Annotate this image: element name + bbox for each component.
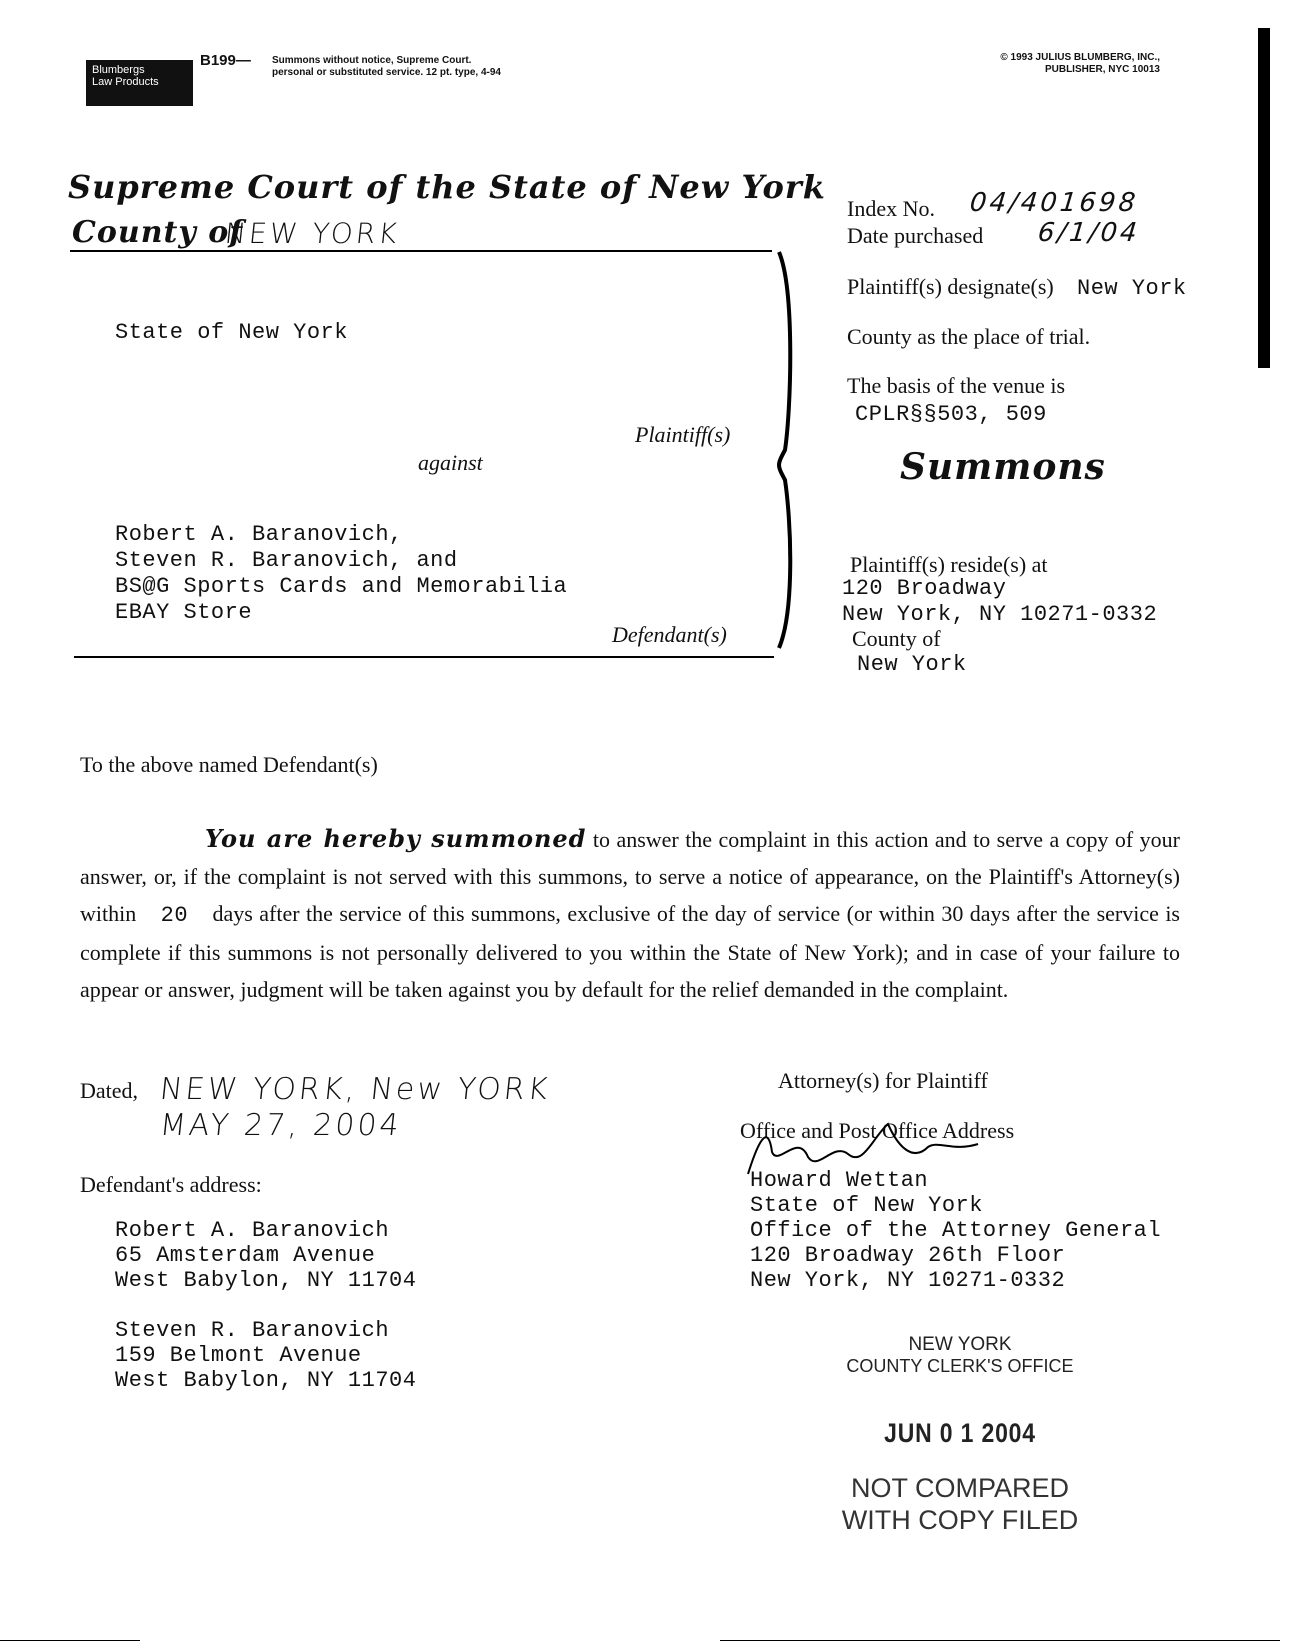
margin-bar	[1258, 28, 1270, 368]
blumbergs-logo	[86, 60, 193, 106]
stamp-line4: WITH COPY FILED	[841, 1505, 1079, 1535]
reside-label: Plaintiff(s) reside(s) at	[850, 552, 1048, 577]
plaintiff-name: State of New York	[115, 320, 348, 345]
date-purchased-value: 6/1/04	[1036, 218, 1142, 248]
venue-label: The basis of the venue is	[847, 373, 1066, 398]
county-label: County of	[72, 215, 244, 250]
summons-title: Summons	[900, 446, 1106, 488]
caption-bracket	[775, 250, 805, 650]
defendants-address-label: Defendant's address:	[80, 1172, 262, 1197]
venue-value: CPLR§§503, 509	[855, 402, 1047, 427]
against-label: against	[418, 450, 483, 475]
days-value: 20	[160, 903, 189, 928]
logo-line2: Law Products	[92, 76, 159, 88]
dated-place: NEW YORK, New YORK	[158, 1072, 553, 1107]
defendant-role: Defendant(s)	[612, 622, 727, 647]
not-compared-stamp	[760, 1472, 1160, 1536]
dated-label: Dated,	[80, 1078, 139, 1103]
defendant-address-1: Robert A. Baranovich 65 Amsterdam Avenue West Babylon, NY 11704	[115, 1218, 417, 1293]
body-text-2: days after the service of this summons, exclusive of the day of service (or within 30 days after the service is complete if this summons is not personally delivered to you within the State of New York); and in case of your failure to appear or answer, judgment will be taken against you by default for the relief demanded in the complaint.	[80, 901, 1180, 1002]
caption-bottom-rule	[74, 656, 774, 658]
index-value: 04/401698	[968, 188, 1140, 218]
reside-address: 120 Broadway New York, NY 10271-0332	[842, 576, 1158, 627]
attorney-address-block: Howard Wettan State of New York Office of the Attorney General 120 Broadway 26th Floor New York, NY 10271-0332	[750, 1168, 1162, 1293]
office-address-label: Office and Post Office Address	[740, 1118, 1015, 1143]
county-value: NEW YORK	[223, 217, 402, 250]
place-of-trial: County as the place of trial.	[847, 324, 1091, 349]
scan-rule-2	[720, 1640, 1280, 1641]
copyright-line1: © 1993 JULIUS BLUMBERG, INC.,	[1000, 52, 1160, 63]
index-label: Index No.	[847, 196, 935, 221]
court-title: Supreme Court of the State of New York	[68, 168, 826, 206]
scan-rule-1	[0, 1640, 140, 1641]
attorney-label: Attorney(s) for Plaintiff	[778, 1068, 988, 1093]
summons-body	[80, 820, 1180, 1008]
plaintiff-role: Plaintiff(s)	[635, 422, 731, 447]
summoned-lead: You are hereby summoned	[205, 824, 587, 853]
reside-county-value: New York	[857, 652, 967, 677]
form-desc-line2: personal or substituted service. 12 pt. type, 4-94	[272, 67, 501, 78]
form-code: B199—	[200, 52, 251, 69]
logo-line1: Blumbergs	[92, 64, 145, 76]
stamp-line2: COUNTY CLERK'S OFFICE	[846, 1356, 1074, 1376]
defendant-address-2: Steven R. Baranovich 159 Belmont Avenue West Babylon, NY 11704	[115, 1318, 417, 1393]
form-desc-line1: Summons without notice, Supreme Court.	[272, 55, 472, 66]
copyright-line2: PUBLISHER, NYC 10013	[1044, 64, 1160, 75]
form-description	[272, 55, 501, 79]
stamp-line1: NEW YORK	[908, 1334, 1012, 1355]
reside-county-label: County of	[852, 626, 941, 651]
date-purchased-label: Date purchased	[847, 223, 984, 248]
stamp-line3: NOT COMPARED	[850, 1473, 1070, 1503]
dated-date: MAY 27, 2004	[158, 1108, 404, 1143]
body-text-1: to answer the complaint in this action and to serve a copy of your answer, or, if the complaint is not served with this summons, to serve a notice of appearance, on the Plaintiff's Attorney(s) within	[80, 827, 1180, 926]
stamp-date: JUN 0 1 2004	[884, 1418, 1036, 1448]
caption-top-rule	[70, 250, 772, 252]
clerk-stamp	[760, 1334, 1160, 1377]
salutation: To the above named Defendant(s)	[80, 752, 378, 777]
copyright-notice	[940, 52, 1160, 76]
designate-value: New York	[1077, 276, 1187, 301]
defendants-names: Robert A. Baranovich, Steven R. Baranovich, and BS@G Sports Cards and Memorabilia EBAY Store	[115, 522, 568, 625]
designate-label: Plaintiff(s) designate(s)	[847, 274, 1054, 299]
